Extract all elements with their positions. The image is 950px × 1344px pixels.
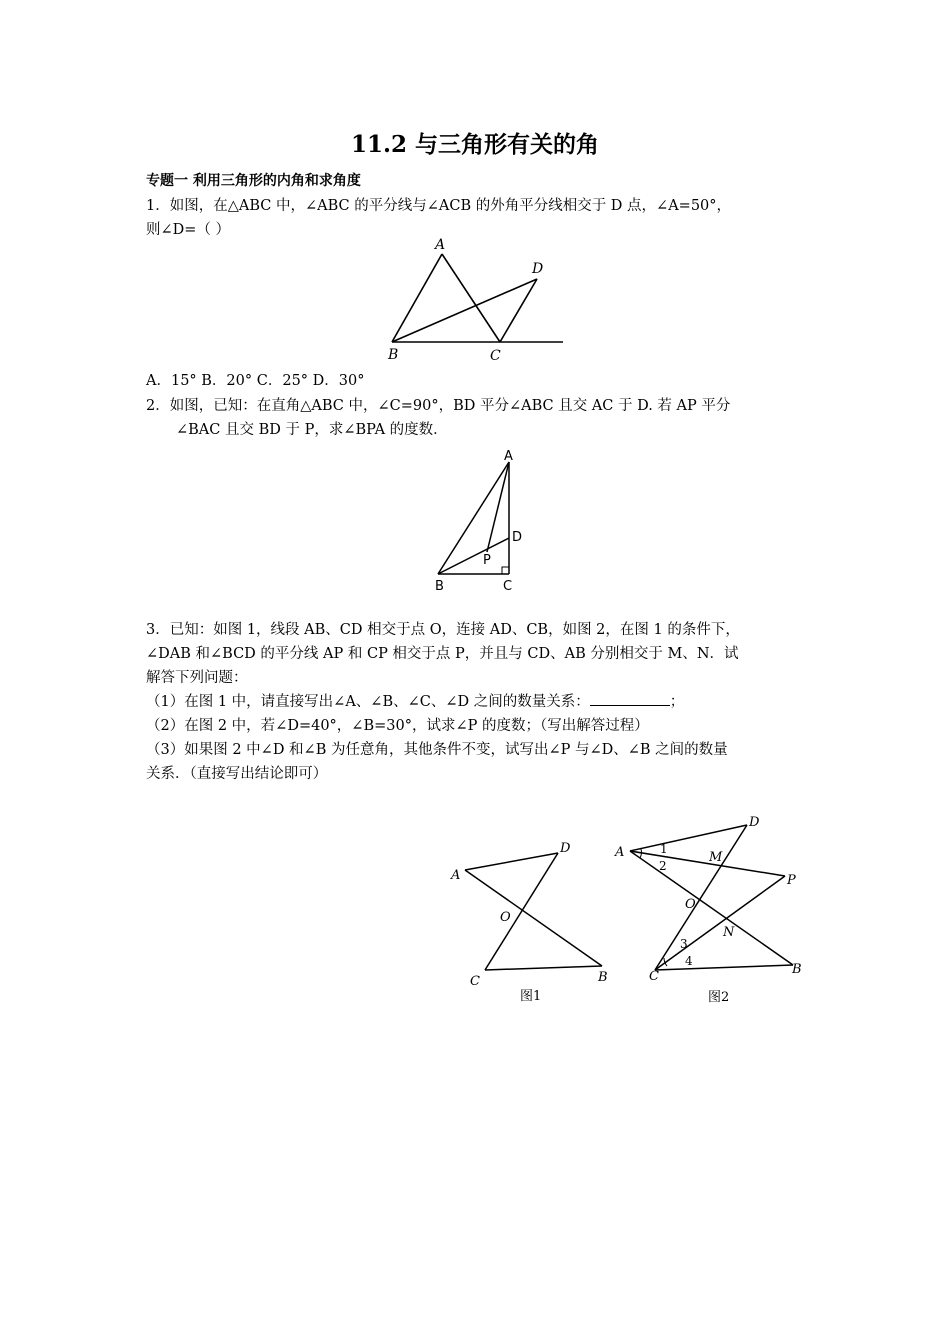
fig2-label-m: M bbox=[709, 850, 723, 865]
q2-text-line2: ∠BAC 且交 BD 于 P，求∠BPA 的度数． bbox=[176, 422, 448, 438]
fig1-label-a: A bbox=[451, 868, 461, 883]
q1-side-ab bbox=[392, 254, 442, 342]
fig2-label-angle-1: 1 bbox=[660, 842, 668, 856]
q2-figure bbox=[425, 440, 535, 595]
fig2-label-p: P bbox=[787, 873, 796, 888]
q1-text-line1: 1．如图，在△ABC 中，∠ABC 的平分线与∠ACB 的外角平分线相交于 D 点，∠A=50°， bbox=[146, 198, 732, 214]
fig2-label-angle-2: 2 bbox=[659, 859, 667, 873]
fig1-segment-ad bbox=[465, 853, 558, 870]
q3-sub1 bbox=[146, 690, 684, 711]
q2-side-ab bbox=[438, 462, 509, 574]
fig2-caption: 图2 bbox=[708, 990, 730, 1005]
q3-sub3-line1: （3）如果图 2 中∠D 和∠B 为任意角，其他条件不变，试写出∠P 与∠D、∠B 之间的数量 bbox=[146, 742, 728, 758]
fig2-label-b: B bbox=[792, 962, 802, 977]
q3-sub2: （2）在图 2 中，若∠D=40°，∠B=30°，试求∠P 的度数；（写出解答过程） bbox=[146, 718, 649, 734]
fig1-caption: 图1 bbox=[520, 989, 542, 1004]
fig2-label-c: C bbox=[649, 969, 659, 984]
q3-text-line1: 3．已知：如图 1，线段 AB、CD 相交于点 O，连接 AD、CB，如图 2，在图 1 的条件下， bbox=[146, 622, 740, 638]
q1-bisector-cd bbox=[500, 279, 537, 342]
q3-sub1-text: （1）在图 1 中，请直接写出∠A、∠B、∠C、∠D 之间的数量关系： bbox=[146, 694, 590, 710]
q2-bisector-ap bbox=[487, 462, 509, 552]
fig1-label-b: B bbox=[598, 970, 608, 985]
fig2-label-a: A bbox=[615, 845, 625, 860]
q3-text-line2: ∠DAB 和∠BCD 的平分线 AP 和 CP 相交于点 P，并且与 CD、AB 分别相交于 M、N．试 bbox=[146, 646, 739, 662]
q2-right-angle-mark bbox=[502, 567, 509, 574]
fig1-segment-ab bbox=[465, 870, 602, 966]
fig2-segment-ad bbox=[630, 825, 747, 851]
fig2-bisector-cp bbox=[655, 876, 785, 970]
q3-figure-2 bbox=[605, 808, 820, 1013]
q1-text-line2: 则∠D=（ ） bbox=[146, 222, 231, 238]
q2-label-p: P bbox=[483, 553, 491, 568]
q3-figure-1 bbox=[440, 830, 620, 1010]
section-heading: 专题一 利用三角形的内角和求角度 bbox=[146, 173, 361, 189]
fig1-segment-cb bbox=[485, 966, 602, 970]
q2-text-line1: 2．如图，已知：在直角△ABC 中，∠C=90°，BD 平分∠ABC 且交 AC 于 D. 若 AP 平分 bbox=[146, 398, 731, 414]
q3-sub3-line2: 关系．（直接写出结论即可） bbox=[146, 766, 328, 782]
q1-label-c: C bbox=[490, 348, 501, 364]
q3-text-line3: 解答下列问题： bbox=[146, 670, 248, 686]
fig2-label-angle-4: 4 bbox=[685, 954, 693, 968]
q2-label-c: C bbox=[503, 579, 513, 594]
answer-blank bbox=[590, 693, 670, 706]
fig2-segment-cd bbox=[655, 825, 747, 970]
fig2-bisector-ap bbox=[630, 851, 785, 876]
fig2-angle-arc-a bbox=[640, 849, 641, 858]
fig2-label-d: D bbox=[749, 815, 760, 830]
q2-label-d: D bbox=[512, 530, 523, 545]
q3-sub1-end: ； bbox=[669, 694, 685, 710]
q1-options: A．15° B．20° C．25° D．30° bbox=[146, 373, 365, 389]
fig2-label-angle-3: 3 bbox=[680, 937, 688, 951]
fig2-label-n: N bbox=[723, 925, 735, 940]
q1-label-a: A bbox=[435, 237, 446, 253]
fig1-label-c: C bbox=[470, 974, 480, 989]
fig2-label-o: O bbox=[685, 897, 696, 912]
fig1-segment-cd bbox=[485, 853, 558, 970]
fig2-segment-cb bbox=[655, 965, 793, 970]
q2-label-b: B bbox=[435, 579, 444, 594]
q2-label-a: A bbox=[504, 449, 513, 464]
fig1-label-d: D bbox=[560, 841, 571, 856]
page-title: 11.2 与三角形有关的角 bbox=[350, 131, 600, 158]
q1-figure bbox=[380, 232, 580, 367]
fig2-segment-ab bbox=[630, 851, 793, 965]
fig1-label-o: O bbox=[500, 910, 511, 925]
q1-label-d: D bbox=[532, 261, 544, 277]
q1-label-b: B bbox=[388, 347, 399, 363]
